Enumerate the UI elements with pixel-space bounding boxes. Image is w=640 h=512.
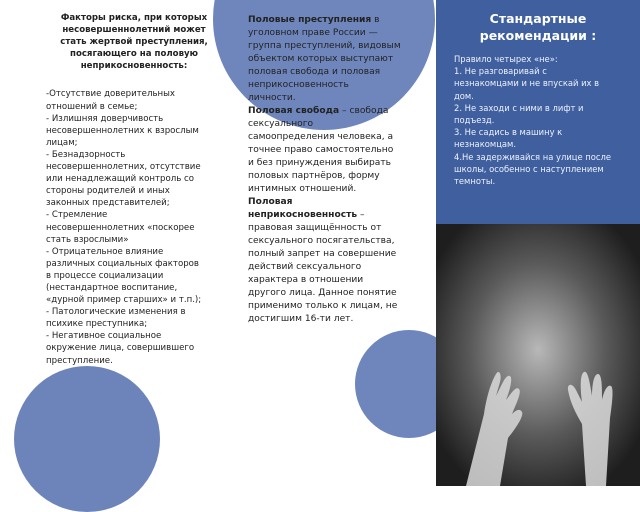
recommendation-line: 2. Не заходи с ними в лифт и [454, 102, 584, 113]
definition-line: половых партнёров, форму [248, 171, 380, 181]
risk-factor-line: различных социальных факторов [46, 258, 199, 269]
definition-line: полный запрет на совершение [248, 249, 397, 259]
recommendations-title-line: рекомендации : [479, 28, 597, 43]
definition-line: точнее право самостоятельно [248, 145, 394, 155]
definition-line: характера в отношении [248, 275, 364, 285]
risk-factor-line: -Отсутствие доверительных [46, 89, 176, 100]
definition-line: уголовном праве России — [248, 28, 378, 38]
risk-title-line: Факторы риска, при которых [60, 13, 208, 23]
definition-line: и без принуждения выбирать [248, 158, 392, 168]
risk-title-line: стать жертвой преступления, [60, 37, 208, 48]
recommendation-line: подъезд. [454, 115, 495, 126]
risk-factor-line: «дурной пример старших» и т.п.); [46, 295, 202, 306]
risk-factor-line: преступление. [46, 355, 113, 366]
raised-hands-image [436, 224, 640, 486]
term-sexual-inviolability-part2: неприкосновенность [248, 210, 358, 220]
risk-title-line: посягающего на половую [70, 49, 198, 60]
risk-factor-line: несовершеннолетних к взрослым [46, 125, 199, 136]
definition-line: личности. [248, 93, 296, 103]
definition-line: действий сексуального [248, 262, 362, 272]
recommendation-line: незнакомцами и не впускай их в [454, 78, 600, 89]
recommendation-line: темноты. [454, 176, 496, 187]
recommendation-line: 3. Не садись в машину к [454, 127, 563, 138]
risk-factor-line: несовершеннолетних, отсутствие [46, 162, 201, 173]
definition-line: применимо только к лицам, не [248, 301, 398, 311]
risk-factor-line: психике преступника; [46, 319, 148, 330]
risk-factor-line: - Стремление [46, 210, 108, 221]
definition-sexual-freedom [248, 105, 416, 196]
definition-sexual-crimes [248, 14, 416, 105]
definition-line [248, 209, 416, 222]
recommendation-line: 4.Не задерживайся на улице после [454, 151, 611, 162]
definition-line: сексуального [248, 119, 314, 129]
definition-line [248, 14, 416, 27]
recommendations-title-line: Стандартные [489, 11, 587, 26]
risk-factor-line: - Безнадзорность [46, 149, 126, 160]
risk-factor-line: окружение лица, совершившего [46, 343, 195, 354]
term-sexual-crimes: Половые преступления [248, 15, 372, 25]
risk-factor-line: законных представителей; [46, 198, 170, 209]
definition-line: сексуального посягательства, [248, 236, 395, 246]
definition-line: интимных отношений. [248, 184, 357, 194]
definition-line [248, 196, 416, 209]
recommendation-line: Правило четырех «не»: [454, 54, 558, 64]
definition-line: неприкосновенность [248, 80, 349, 90]
recommendations-panel [436, 0, 640, 486]
definition-text: в [371, 15, 380, 25]
definition-text: – свобода [339, 106, 389, 116]
risk-factor-line: стороны родителей и иных [46, 186, 170, 197]
recommendation-line: незнакомцам. [454, 139, 517, 150]
risk-factor-line: - Отрицательное влияние [46, 246, 164, 257]
risk-factor-line: (нестандартное воспитание, [46, 282, 178, 293]
risk-factor-line: стать взрослыми» [46, 234, 129, 245]
definition-line: группа преступлений, видовым [248, 41, 401, 51]
definition-line: объектом которых выступают [248, 54, 394, 64]
definition-line: половая свобода и половая [248, 67, 381, 77]
risk-factor-line: - Патологические изменения в [46, 307, 186, 318]
risk-title-line: несовершеннолетний может [62, 25, 206, 36]
definition-line: самоопределения человека, а [248, 132, 394, 142]
definition-line: достигшим 16-ти лет. [248, 314, 354, 324]
term-sexual-inviolability-part1: Половая [248, 197, 293, 207]
recommendation-line: 1. Не разговаривай с [454, 66, 547, 77]
recommendations-text [454, 53, 638, 187]
definition-line: другого лица. Данное понятие [248, 288, 397, 298]
term-sexual-freedom: Половая свобода [248, 106, 340, 116]
risk-factor-line: лицам; [46, 137, 78, 148]
risk-factors-column [46, 12, 222, 367]
recommendation-line: школы, особенно с наступлением [454, 163, 604, 174]
risk-factor-line: в процессе социализации [46, 270, 164, 281]
risk-factor-line: - Негативное социальное [46, 331, 162, 342]
definition-line [248, 105, 416, 118]
risk-factors-title [46, 12, 222, 72]
definition-text: – [357, 210, 365, 220]
definition-line: правовая защищённость от [248, 223, 382, 233]
risk-factors-list [46, 88, 222, 366]
recommendations-title [436, 10, 640, 44]
recommendation-line: дом. [454, 90, 474, 101]
definition-sexual-inviolability [248, 196, 416, 326]
definitions-column [248, 14, 416, 326]
risk-factor-line: несовершеннолетних «поскорее [46, 222, 195, 233]
hands-photo [436, 224, 640, 486]
risk-factor-line: или ненадлежащий контроль со [46, 174, 194, 185]
risk-title-line: неприкосновенность: [80, 61, 188, 72]
risk-factor-line: отношений в семье; [46, 101, 138, 112]
risk-factor-line: - Излишняя доверчивость [46, 113, 164, 124]
decorative-circle-bottom-left [14, 366, 160, 512]
